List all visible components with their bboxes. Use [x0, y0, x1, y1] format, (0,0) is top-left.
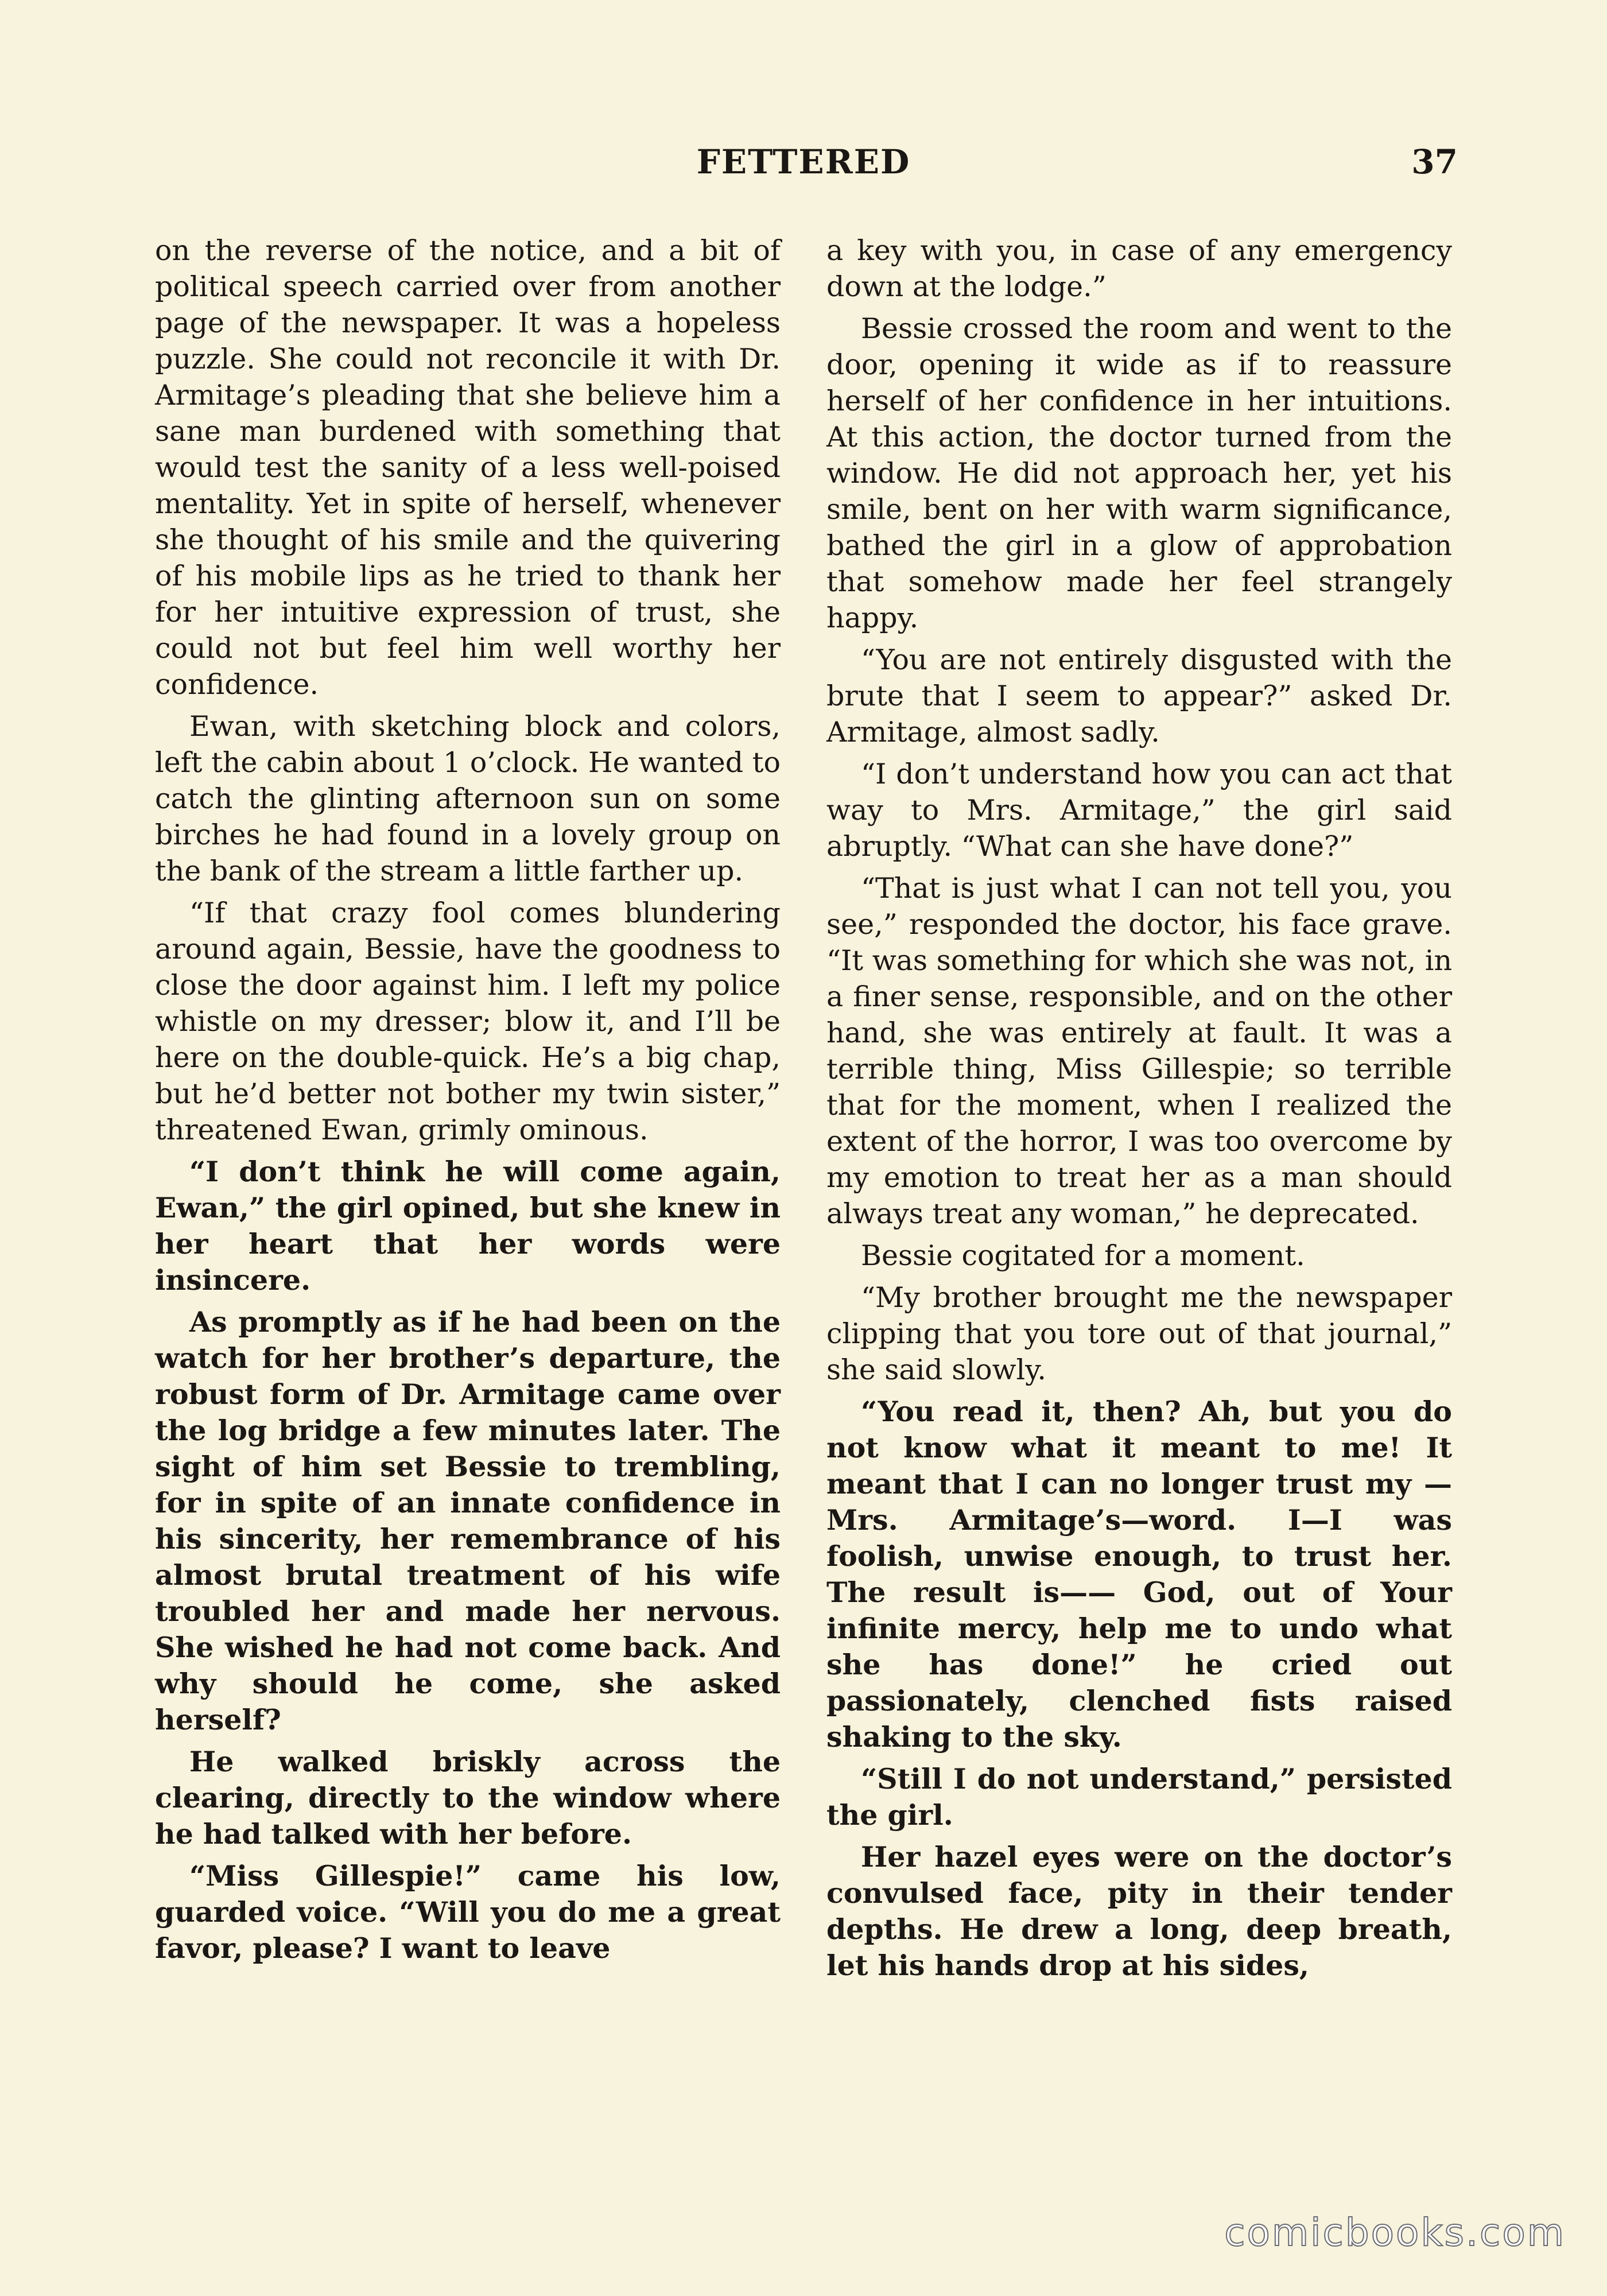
paragraph: “That is just what I can not tell you, you see,” responded the doctor, his face grave. “It was something for which she was not, in a finer sense, responsible, and on the other hand, she was entirely at fault. It was a terrible thing, Miss Gillespie; so terrible that for the moment, when I realized the extent of the horror, I was too overcome by my emotion to treat her as a man should always treat any woman,” he deprecated.	[826, 872, 1452, 1230]
right-column	[826, 232, 1452, 2201]
paragraph: Her hazel eyes were on the doctor’s convulsed face, pity in their tender depths. He drew a long, deep breath, let his hands drop at his sides,	[826, 1840, 1452, 1982]
running-title: FETTERED	[696, 142, 911, 181]
paragraph: He walked briskly across the clearing, directly to the window where he had talked with her before.	[155, 1745, 781, 1851]
paragraph: “Still I do not understand,” persisted the girl.	[826, 1762, 1452, 1832]
paragraph: Bessie crossed the room and went to the door, opening it wide as if to reassure herself of her confidence in her intuitions. At this action, the doctor turned from the window. He did not approach her, yet his smile, bent on her with warm significance, bathed the girl in a glow of approbation that somehow made her feel strangely happy.	[826, 312, 1452, 634]
page-number: 37	[1411, 142, 1458, 181]
paragraph: Ewan, with sketching block and colors, left the cabin about 1 o’clock. He wanted to catch the glinting afternoon sun on some birches he had found in a lovely group on the bank of the stream a little farther up.	[155, 710, 781, 887]
paragraph: on the reverse of the notice, and a bit of political speech carried over from another page of the newspaper. It was a hopeless puzzle. She could not reconcile it with Dr. Armitage’s pleading that she believe him a sane man burdened with something that would test the sanity of a less well-poised mentality. Yet in spite of herself, whenever she thought of his smile and the quivering of his mobile lips as he tried to thank her for her intuitive expression of trust, she could not but feel him well worthy her confidence.	[155, 234, 781, 701]
paragraph: “Miss Gillespie!” came his low, guarded voice. “Will you do me a great favor, please? I want to leave	[155, 1859, 781, 1965]
paragraph: “I don’t think he will come again, Ewan,” the girl opined, but she knew in her heart that her words were insincere.	[155, 1155, 781, 1297]
paragraph: Bessie cogitated for a moment.	[861, 1239, 1305, 1272]
text-columns	[155, 232, 1452, 2201]
paragraph: As promptly as if he had been on the watch for her brother’s departure, the robust form of Dr. Armitage came over the log bridge a few minutes later. The sight of him set Bessie to trembling, for in spite of an innate confidence in his sincerity, her remembrance of his almost brutal treatment of his wife troubled her and made her nervous. She wished he had not come back. And why should he come, she asked herself?	[155, 1305, 781, 1736]
paragraph: “You read it, then? Ah, but you do not know what it meant to me! It meant that I can no longer trust my —Mrs. Armitage’s—word. I—I was foolish, unwise enough, to trust her. The result is—— God, out of Your infinite mercy, help me to undo what she has done!” he cried out passionately, clenched fists raised shaking to the sky.	[826, 1395, 1452, 1754]
paragraph: “You are not entirely disgusted with the brute that I seem to appear?” asked Dr. Armitage, almost sadly.	[826, 643, 1452, 748]
running-header	[149, 142, 1458, 188]
left-column	[155, 232, 781, 2201]
paragraph: a key with you, in case of any emergency down at the lodge.”	[826, 234, 1452, 303]
paragraph: “My brother brought me the newspaper clipping that you tore out of that journal,” she said slowly.	[826, 1281, 1452, 1386]
paragraph: “If that crazy fool comes blundering around again, Bessie, have the goodness to close the door against him. I left my police whistle on my dresser; blow it, and I’ll be here on the double-quick. He’s a big chap, but he’d better not bother my twin sister,” threatened Ewan, grimly ominous.	[155, 897, 781, 1146]
watermark: comicbooks.com	[1224, 2210, 1566, 2255]
paragraph: “I don’t understand how you can act that way to Mrs. Armitage,” the girl said abruptly. “What can she have done?”	[826, 758, 1452, 863]
